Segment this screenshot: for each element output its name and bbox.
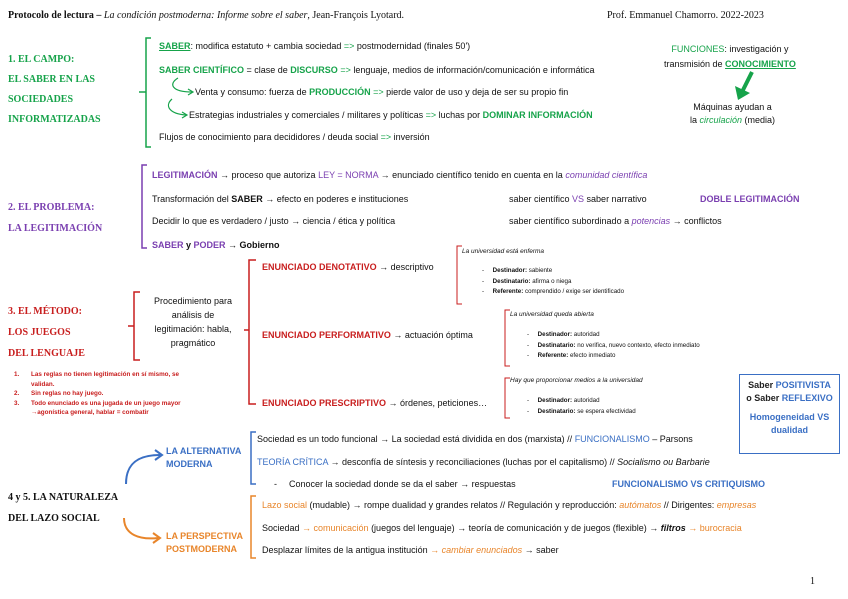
key: Destinador: [537,331,573,338]
term: circulación [699,115,743,125]
term: LEGITIMACIÓN [152,170,218,180]
rule-item-cont: →agonística general, hablar = combatir [31,409,149,416]
arrow: => [380,132,392,142]
text: luchas por [436,110,483,120]
text: → proceso que autoriza [217,170,319,180]
text: → enunciado científico tenido en cuenta en la [378,170,566,180]
term: SABER [231,194,263,204]
text: → actuación óptima [390,330,473,340]
text: Flujos de conocimiento para decididores / deuda social [159,132,381,142]
rule-number: 1. [14,371,20,378]
term: potencias [631,216,671,226]
text: postmodernidad (finales 50') [354,41,471,51]
book-title: La condición postmoderna: Informe sobre el saber [103,10,308,21]
text: la [690,115,700,125]
section1-title-line: INFORMATIZADAS [8,114,101,125]
term: → filtros [649,523,686,533]
text: (media) [742,115,776,125]
text: = clase de [244,65,291,75]
s4-line-sociedad [262,523,742,533]
enunciado-prescriptivo [262,398,487,408]
term: ENUNCIADO PRESCRIPTIVO [262,398,387,408]
text: Transformación del [152,194,232,204]
note-prescriptivo: Hay que proporcionar medios a la universidad [510,377,643,384]
text: : investigación y [724,44,789,54]
text: saber narrativo [584,194,647,204]
rule-item-cont: validan. [31,380,55,388]
perspectiva-postmoderna [166,530,243,556]
s1-line-cientifico [159,65,594,75]
text: → descriptivo [376,262,434,272]
arrow: => [343,41,355,51]
section2-title [8,197,102,239]
term: comunidad científica [565,170,648,180]
note-performativo: La universidad queda abierta [510,311,594,318]
term: LEY = NORMA [318,170,379,180]
text: → desconfía de síntesis y reconciliaciones (luchas por el capitalismo) // [328,457,618,467]
text: pragmático [170,338,216,348]
text: inversión [391,132,430,142]
term: → cambiar enunciados [430,545,523,555]
list-prescriptivo [527,396,636,417]
text: → Gobierno [225,240,280,250]
s4-line-desplazar [262,545,559,555]
text: Desplazar límites de la antigua institución [262,545,431,555]
saber-box [739,374,840,454]
value: autoridad [572,397,600,404]
rule-item [14,370,181,380]
text: → saber [522,545,559,555]
term: ENUNCIADO PERFORMATIVO [262,330,391,340]
s4-line-funcional [257,434,693,444]
term-saber: SABER [159,41,191,51]
term: SABER [152,240,184,250]
key: Destinador: [537,397,573,404]
list-performativo [527,330,700,362]
list-item: - Referente: efecto inmediato [527,352,616,359]
header-label: Protocolo de lectura – [8,10,102,21]
text: MODERNA [166,459,213,469]
rule-text: Las reglas no tienen legitimación en sí mismo, se [31,371,180,378]
text: análisis de [171,310,215,320]
s2-line-poder [152,240,280,250]
value: comprendido / exige ser identificado [523,288,625,295]
section4-title-line: DEL LAZO SOCIAL [8,513,100,524]
dash: - [274,479,277,489]
text: Venta y consumo: fuerza de [195,87,310,97]
rule-item [14,399,181,409]
text: → conflictos [670,216,722,226]
text: POSTMODERNA [166,544,238,554]
key: Destinatario: [537,407,576,415]
section3-title-line: 3. EL MÉTODO: [8,306,82,317]
arrow: => [370,87,387,97]
key: Destinador: [492,267,528,274]
section4-title-line: 4 y 5. LA NATURALEZA [8,492,119,503]
book-author: , Jean-François Lyotard. [307,10,405,21]
page-number: 1 [810,576,815,587]
list-item: - Destinador: autoridad [527,331,600,338]
term: empresas [716,500,757,510]
section2-title-line: 2. EL PROBLEMA: [8,202,95,213]
text: Conocer la sociedad donde se da el saber → respuestas [289,479,516,489]
list-item: - Destinador: sabiente [482,267,553,274]
term: Socialismo ou Barbarie [617,457,710,467]
section3-title-line: DEL LENGUAJE [8,348,85,359]
text: legitimación: habla, [154,324,232,334]
text: : modifica estatuto + cambia sociedad [190,41,344,51]
term: → burocracia [685,523,742,533]
value: se espera efectividad [575,407,636,415]
section4-title [8,487,118,529]
section1-title-line: 1. EL CAMPO: [8,54,75,65]
term: POSITIVISTA [775,380,831,390]
s2-doble-legitimacion: DOBLE LEGITIMACIÓN [700,194,800,204]
term: SABER CIENTÍFICO [159,65,245,75]
s4-line-lazo [262,500,756,510]
list-item: - Destinatario: no verifica, nuevo contexto, efecto inmediato [527,341,700,349]
enunciado-denotativo [262,262,434,272]
value: no verifica, nuevo contexto, efecto inmediato [575,341,700,349]
key: Destinatario: [492,277,531,285]
s1-funciones [664,42,796,72]
key: Referente: [492,288,524,295]
term: VS [572,194,585,204]
term: autómatos [619,500,662,510]
note-denotativo: La universidad está enferma [462,248,545,255]
text: → efecto en poderes e instituciones [262,194,409,204]
term: FUNCIONES [671,44,725,54]
list-item: - Destinatario: afirma o niega [482,277,572,285]
s2-line-transformacion [152,194,408,204]
s1-line-estrategias [189,110,593,120]
rule-text: Sin reglas no hay juego. [31,390,104,397]
s2-subordinado [509,216,722,226]
text: pierde valor de uso y deja de ser su propio fin [386,87,569,97]
text: lenguaje, medios de información/comunicación e informática [353,65,595,75]
section1-title-line: EL SABER EN LAS [8,74,95,85]
arrow: => [337,65,354,75]
s4-line-critica [257,457,710,467]
text: Saber [748,380,776,390]
term: Lazo social [262,500,308,510]
value: sabiente [527,267,553,274]
section1-title [8,50,101,130]
s1-line-flujos [159,132,430,142]
rule-number: 3. [14,399,20,407]
text: Sociedad [262,523,303,533]
term: PODER [193,240,226,250]
text: (juegos del lenguaje) → teoría de comunicación y de juegos (flexible) [368,523,650,533]
text: dualidad [770,425,808,435]
text: y [183,240,194,250]
section2-title-line: LA LEGITIMACIÓN [8,223,103,234]
text: (mudable) → rompe dualidad y grandes relatos // Regulación y reproducción: [307,500,620,510]
text: o Saber [746,393,782,403]
s2-saber-vs [509,194,647,204]
text: Homogeneidad VS [749,412,830,422]
term: REFLEXIVO [781,393,833,403]
list-item: - Destinador: autoridad [527,397,600,404]
section3-title-line: LOS JUEGOS [8,327,71,338]
rules-list [14,370,181,418]
value: autoridad [572,331,600,338]
alternativa-moderna [166,445,241,471]
text: LA PERSPECTIVA [166,531,244,541]
s2-line-legitimacion [152,170,647,180]
list-item: - Referente: comprendido / exige ser identificado [482,288,625,295]
term: FUNCIONALISMO [574,434,650,444]
text: Sociedad es un todo funcional → La sociedad está dividida en dos (marxista) // [257,434,575,444]
s4-line-conocer [274,479,516,489]
term: TEORÍA CRÍTICA [257,457,329,467]
text: // Dirigentes: [661,500,717,510]
term: → comunicación [302,523,369,533]
s2-line-decidir: Decidir lo que es verdadero / justo → ciencia / ética y política [152,216,396,226]
key: Destinatario: [537,341,576,349]
rule-number: 2. [14,390,20,397]
list-item: - Destinatario: se espera efectividad [527,407,636,415]
text: saber científico [509,194,573,204]
term: DISCURSO [290,65,338,75]
text: LA ALTERNATIVA [166,446,242,456]
funcionalismo-vs-critiquismo: FUNCIONALISMO VS CRITIQUISMO [612,479,765,489]
s1-maquinas [690,101,775,127]
value: efecto inmediato [568,352,616,359]
term: DOMINAR INFORMACIÓN [482,110,593,120]
term: PRODUCCIÓN [309,87,371,97]
text: Máquinas ayudan a [693,102,772,112]
rule-item [14,389,181,399]
term: ENUNCIADO DENOTATIVO [262,262,377,272]
section1-title-line: SOCIEDADES [8,94,74,105]
text: saber científico subordinado a [509,216,632,226]
text: Estrategias industriales y comerciales / militares y políticas [189,110,426,120]
enunciado-performativo [262,330,473,340]
value: afirma o niega [530,277,572,285]
section3-title [8,301,85,364]
list-denotativo [482,266,624,298]
term: CONOCIMIENTO [725,59,796,69]
text: Procedimiento para [153,296,233,306]
arrow: => [425,110,437,120]
text: → órdenes, peticiones… [386,398,488,408]
text: – Parsons [649,434,693,444]
procedimiento [146,294,240,350]
s1-line-saber [159,41,470,51]
s1-line-venta [195,87,568,97]
header-right: Prof. Emmanuel Chamorro. 2022-2023 [607,10,764,21]
text: transmisión de [664,59,726,69]
rule-text: Todo enunciado es una jugada de un juego mayor [31,399,181,407]
key: Referente: [537,352,569,359]
